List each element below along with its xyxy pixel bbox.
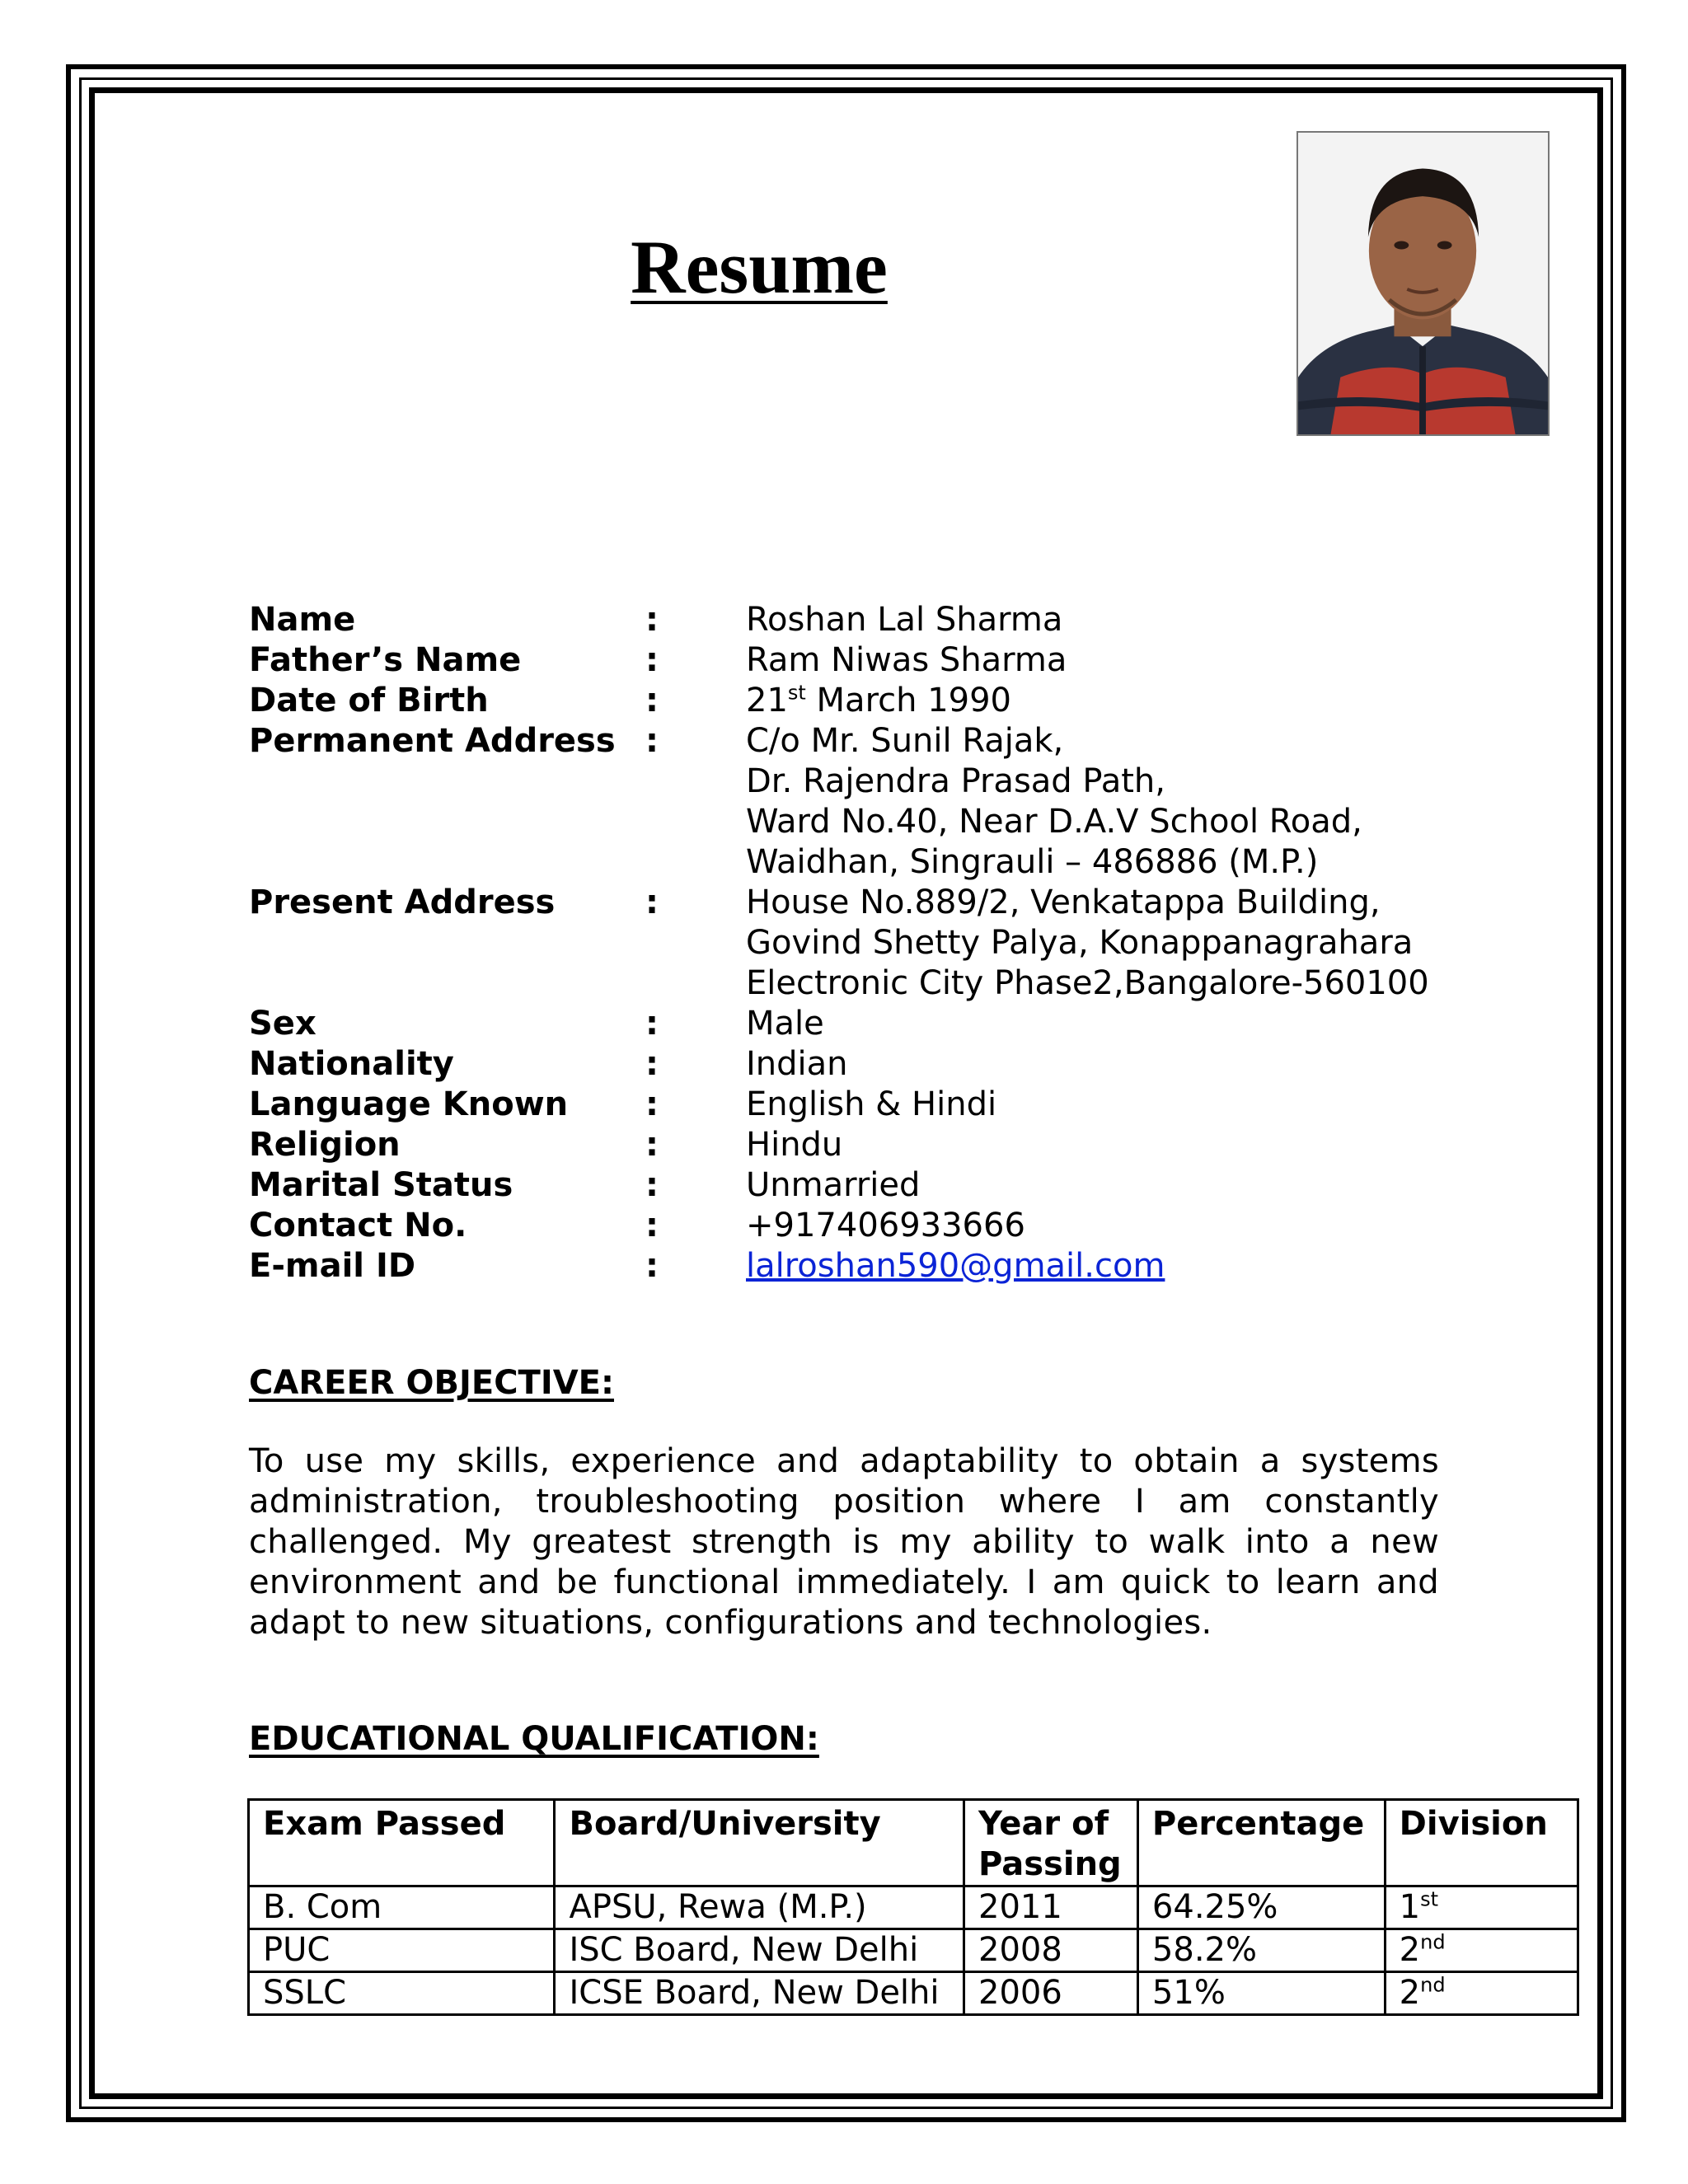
detail-separator: : (645, 1247, 659, 1285)
column-header: Exam Passed (249, 1800, 555, 1886)
detail-row (249, 1044, 1535, 1085)
dob-suffix: st (787, 681, 806, 705)
portrait-image (1298, 133, 1548, 434)
table-cell-board: ISC Board, New Delhi (555, 1929, 964, 1972)
table-cell-year: 2006 (964, 1972, 1138, 2015)
detail-value (746, 721, 1535, 883)
detail-value (746, 1206, 1535, 1246)
detail-row (249, 1206, 1535, 1246)
division-number: 2 (1399, 1974, 1421, 2012)
table-cell-division (1385, 1972, 1578, 2015)
detail-row (249, 1246, 1535, 1286)
detail-separator: : (645, 1045, 659, 1083)
division-suffix: st (1420, 1887, 1439, 1911)
detail-value (746, 1004, 1535, 1044)
column-header: Percentage (1137, 1800, 1385, 1886)
detail-label: Language Known (249, 1085, 569, 1123)
division-number: 1 (1399, 1888, 1421, 1926)
division-number: 2 (1399, 1931, 1421, 1969)
career-objective-text: To use my skills, experience and adaptability to obtain a systems administration, troubleshooting position where I am constantly challenged. My greatest strength is my ability to walk into a new environment and be functional immediately. I am quick to learn and adapt to new situations, configurations and technologies. (249, 1442, 1439, 1642)
detail-value (746, 1125, 1535, 1165)
detail-value-line: Roshan Lal Sharma (746, 601, 1063, 639)
detail-row (249, 600, 1535, 640)
detail-label: Marital Status (249, 1166, 513, 1204)
detail-value-line: Govind Shetty Palya, Konappanagrahara (746, 924, 1414, 962)
table-cell-year: 2008 (964, 1929, 1138, 1972)
table-cell-percentage: 64.25% (1137, 1886, 1385, 1929)
education-table (247, 1798, 1579, 2016)
table-cell-percentage: 51% (1137, 1972, 1385, 2015)
detail-value-line: Waidhan, Singrauli – 486886 (M.P.) (746, 843, 1319, 881)
table-cell-division (1385, 1929, 1578, 1972)
detail-label: Religion (249, 1126, 401, 1164)
detail-row (249, 721, 1535, 883)
detail-value-line: Ram Niwas Sharma (746, 641, 1067, 679)
table-cell-board: ICSE Board, New Delhi (555, 1972, 964, 2015)
detail-label: Contact No. (249, 1207, 467, 1244)
detail-row (249, 681, 1535, 721)
detail-row (249, 1004, 1535, 1044)
table-cell-exam: SSLC (249, 1972, 555, 2015)
detail-value-line: C/o Mr. Sunil Rajak, (746, 722, 1064, 760)
detail-row (249, 1085, 1535, 1125)
detail-value-line: +917406933666 (746, 1207, 1025, 1244)
detail-separator: : (645, 601, 659, 639)
career-objective-heading: CAREER OBJECTIVE: (249, 1364, 614, 1402)
detail-value-line: Electronic City Phase2,Bangalore-560100 (746, 964, 1429, 1002)
detail-label: Sex (249, 1005, 316, 1043)
detail-label: E-mail ID (249, 1247, 416, 1285)
detail-value-line: Unmarried (746, 1166, 921, 1204)
detail-label: Present Address (249, 883, 556, 921)
detail-separator: : (645, 1126, 659, 1164)
detail-value (746, 1165, 1535, 1206)
detail-value (746, 681, 1535, 721)
division-suffix: nd (1420, 1930, 1446, 1954)
detail-value (746, 1085, 1535, 1125)
detail-separator: : (645, 1166, 659, 1204)
detail-value-line: Hindu (746, 1126, 843, 1164)
personal-details (249, 600, 1535, 1286)
detail-value (746, 1044, 1535, 1085)
table-cell-division (1385, 1886, 1578, 1929)
detail-separator: : (645, 1085, 659, 1123)
detail-value (746, 600, 1535, 640)
profile-photo (1296, 131, 1550, 436)
detail-separator: : (645, 883, 659, 921)
detail-value (746, 1246, 1535, 1286)
detail-separator: : (645, 722, 659, 760)
detail-value (746, 883, 1535, 1004)
detail-value-line: English & Hindi (746, 1085, 997, 1123)
detail-row (249, 1165, 1535, 1206)
detail-label: Nationality (249, 1045, 454, 1083)
email-link[interactable]: lalroshan590@gmail.com (746, 1247, 1165, 1285)
division-suffix: nd (1420, 1973, 1446, 1997)
dob-rest: March 1990 (805, 682, 1011, 719)
detail-value-line: House No.889/2, Venkatappa Building, (746, 883, 1381, 921)
table-cell-percentage: 58.2% (1137, 1929, 1385, 1972)
table-row (249, 1972, 1578, 2015)
detail-row (249, 640, 1535, 681)
table-row (249, 1886, 1578, 1929)
table-cell-exam: B. Com (249, 1886, 555, 1929)
detail-label: Name (249, 601, 356, 639)
table-row (249, 1929, 1578, 1972)
table-cell-year: 2011 (964, 1886, 1138, 1929)
column-header: Year of Passing (964, 1800, 1138, 1886)
column-header: Division (1385, 1800, 1578, 1886)
detail-separator: : (645, 682, 659, 719)
detail-label: Father’s Name (249, 641, 522, 679)
column-header: Board/University (555, 1800, 964, 1886)
detail-value-line: Dr. Rajendra Prasad Path, (746, 762, 1165, 800)
education-table-header (249, 1800, 1578, 1886)
detail-separator: : (645, 1207, 659, 1244)
resume-title: Resume (631, 225, 888, 309)
educational-qualification-heading: EDUCATIONAL QUALIFICATION: (249, 1720, 819, 1758)
detail-row (249, 1125, 1535, 1165)
table-cell-exam: PUC (249, 1929, 555, 1972)
detail-value-line: Indian (746, 1045, 848, 1083)
detail-label: Date of Birth (249, 682, 489, 719)
dob-day: 21 (746, 682, 788, 719)
detail-separator: : (645, 1005, 659, 1043)
detail-value (746, 640, 1535, 681)
detail-row (249, 883, 1535, 1004)
detail-label: Permanent Address (249, 722, 616, 760)
detail-separator: : (645, 641, 659, 679)
detail-value-line: Ward No.40, Near D.A.V School Road, (746, 803, 1362, 841)
detail-value-line: Male (746, 1005, 824, 1043)
table-cell-board: APSU, Rewa (M.P.) (555, 1886, 964, 1929)
